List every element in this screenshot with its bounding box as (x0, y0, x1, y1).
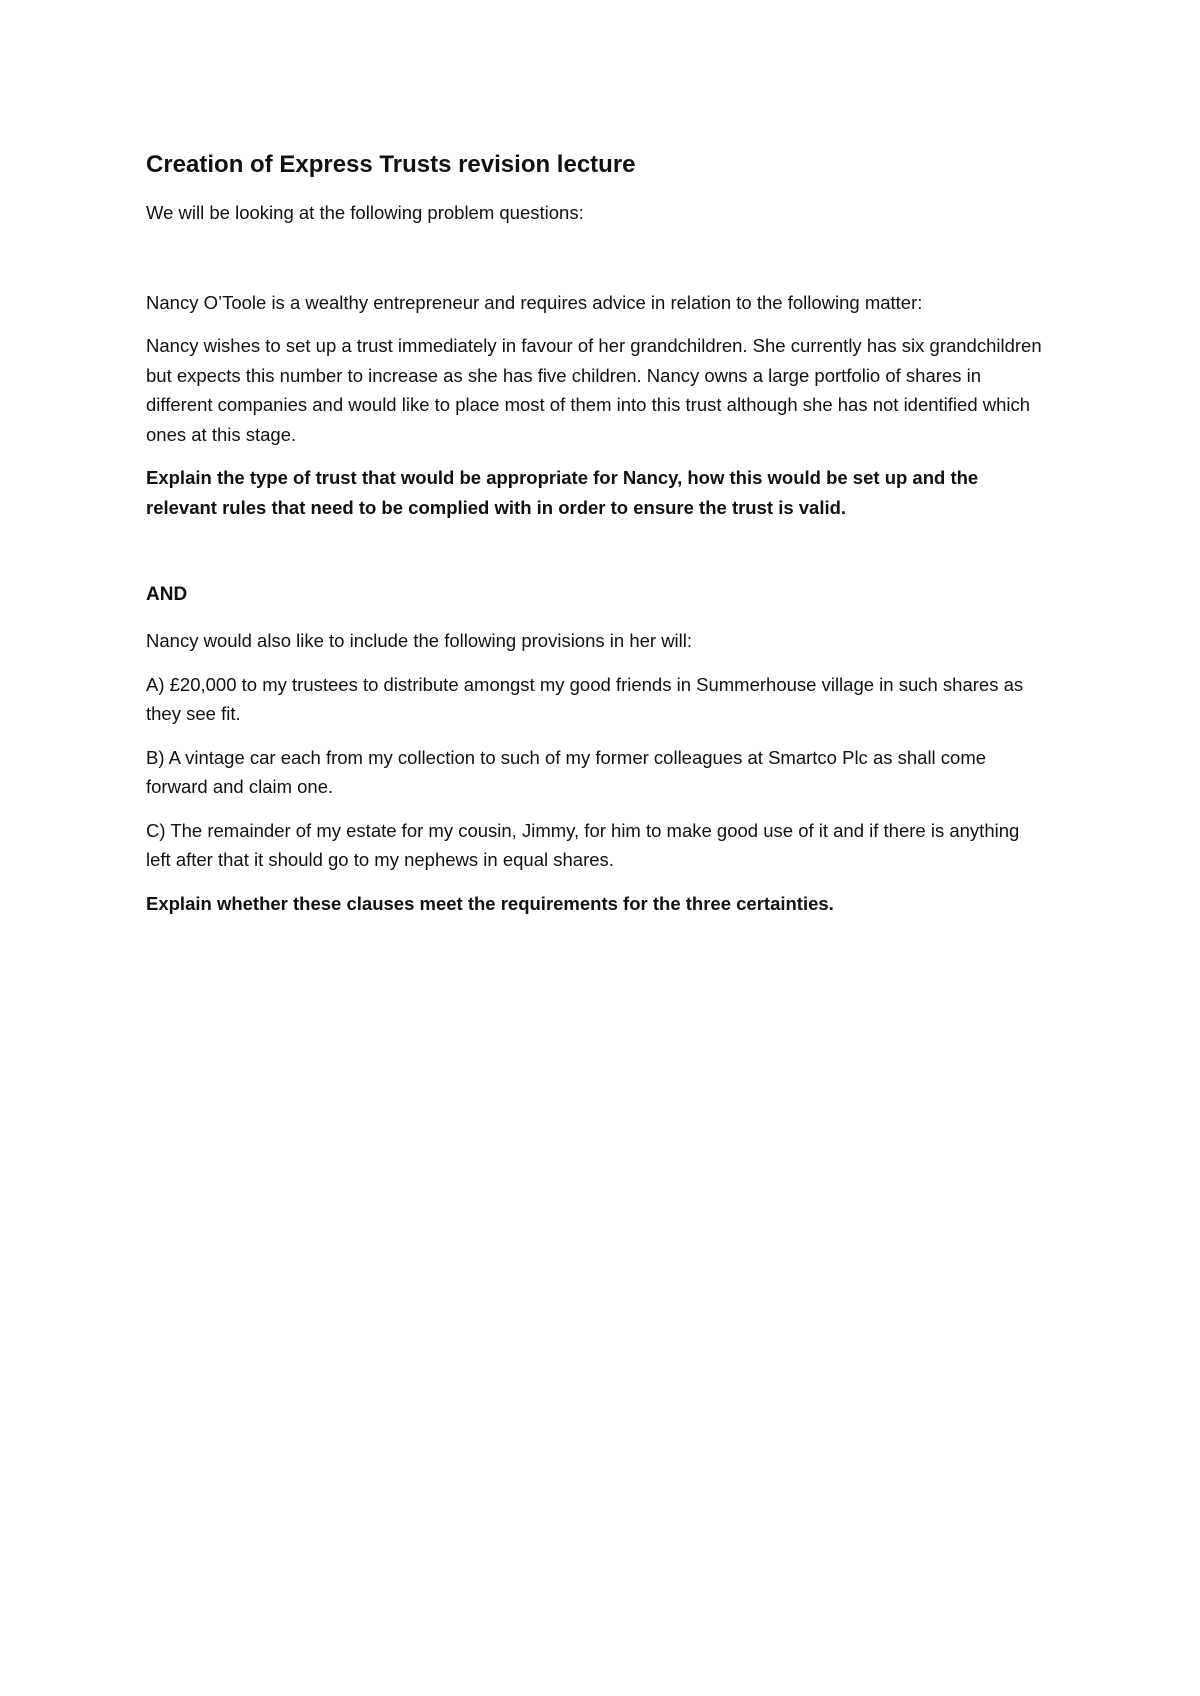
spacer (146, 536, 1046, 580)
question1-facts: Nancy wishes to set up a trust immediately in favour of her grandchildren. She currently has six grandchildren but expects this number to increase as she has five children. Nancy owns a large portfolio of shares in different companies and would like to place most of them into this trust although she has not identified which ones at this stage. (146, 335, 1042, 445)
question1-context: Nancy O’Toole is a wealthy entrepreneur and requires advice in relation to the following matter: (146, 291, 923, 313)
separator-heading: AND (146, 584, 188, 605)
clause-a: A) £20,000 to my trustees to distribute amongst my good friends in Summerhouse village in such shares as they see fit. (146, 673, 1024, 724)
clause-c: C) The remainder of my estate for my cousin, Jimmy, for him to make good use of it and if there is anything left after that it should go to my nephews in equal shares. (146, 819, 1020, 870)
document-body (146, 148, 1046, 932)
intro-text: We will be looking at the following problem questions: (146, 202, 584, 223)
question2-context: Nancy would also like to include the following provisions in her will: (146, 630, 693, 651)
document-title: Creation of Express Trusts revision lecture (146, 151, 636, 178)
question2-task: Explain whether these clauses meet the requirements for the three certainties. (146, 892, 834, 914)
spacer (146, 242, 1046, 288)
question1-task: Explain the type of trust that would be appropriate for Nancy, how this would be set up and the relevant rules that need to be complied with in order to ensure the trust is valid. (146, 467, 979, 518)
clause-b: B) A vintage car each from my collection to such of my former colleagues at Smartco Plc as shall come forward and claim one. (146, 746, 987, 797)
